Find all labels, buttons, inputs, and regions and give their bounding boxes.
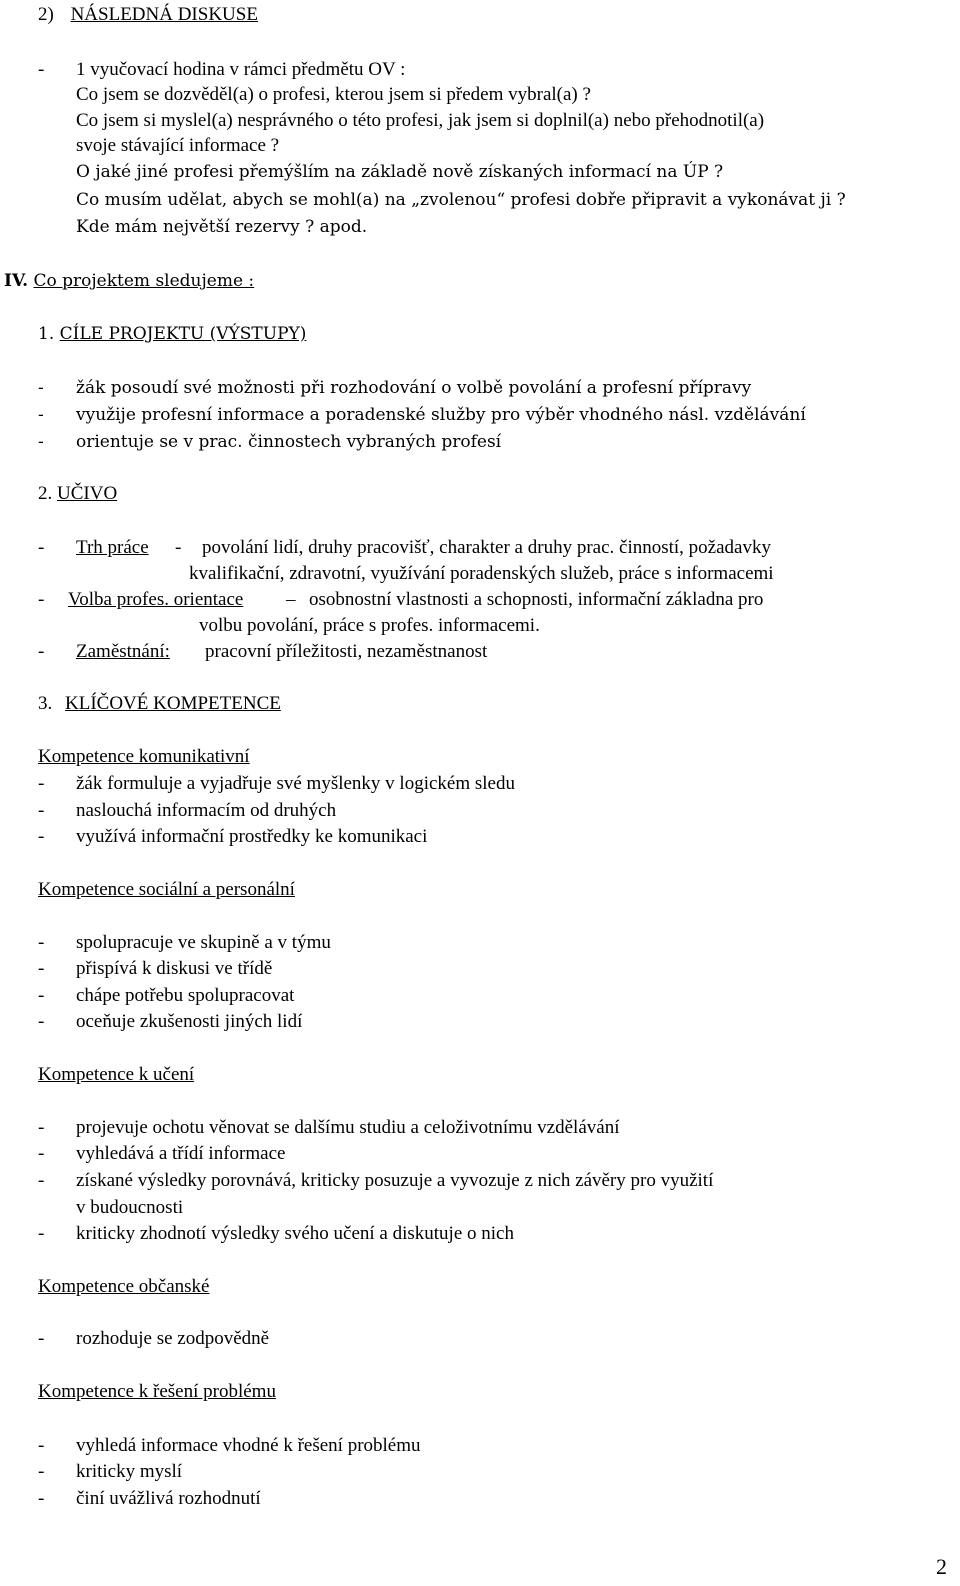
reseni-item: vyhledá informace vhodné k řešení problému [76, 1435, 421, 1456]
bullet-dash: - [38, 932, 45, 953]
uceni-item-cont: v budoucnosti [76, 1197, 184, 1218]
volba-profes-text-2: volbu povolání, práce s profes. informacemi. [199, 615, 540, 636]
bullet-dash: - [38, 405, 44, 425]
bullet-dash: - [38, 800, 45, 821]
bullet-dash: - [38, 773, 45, 794]
trh-prace-separator: - [175, 537, 182, 558]
zamestnani-label: Zaměstnání: [76, 641, 170, 662]
page-number: 2 [936, 1554, 947, 1579]
socialni-item: spolupracuje ve skupině a v týmu [76, 932, 331, 953]
uceni-item: projevuje ochotu věnovat se dalšímu studiu a celoživotnímu vzdělávání [76, 1117, 620, 1138]
question-2: Co jsem si myslel(a) nesprávného o této profesi, jak jsem si doplnil(a) nebo přehodnotil(a) [76, 110, 765, 131]
bullet-dash: - [38, 985, 45, 1006]
socialni-item: přispívá k diskusi ve třídě [76, 958, 273, 979]
trh-prace-text-2: kvalifikační, zdravotní, využívání poradenských služeb, práce s informacemi [189, 563, 774, 584]
bullet-dash: - [38, 1011, 45, 1032]
section-4-heading [4, 270, 254, 292]
reseni-item: činí uvážlivá rozhodnutí [76, 1488, 261, 1509]
reseni-item: kriticky myslí [76, 1461, 183, 1482]
bullet-dash: - [38, 1117, 45, 1138]
socialni-item: oceňuje zkušenosti jiných lidí [76, 1011, 303, 1032]
cile-item: žák posoudí své možnosti při rozhodování o volbě povolání a profesní přípravy [76, 378, 752, 398]
bullet-dash: - [38, 641, 45, 662]
obcanske-heading: Kompetence občanské [38, 1276, 210, 1297]
bullet-dash: - [38, 958, 45, 979]
ucivo-heading [38, 483, 117, 505]
kompetence-heading [38, 693, 281, 715]
reseni-heading: Kompetence k řešení problému [38, 1381, 276, 1402]
section-2-heading [38, 4, 258, 26]
bullet-dash: - [38, 537, 45, 558]
intro-text: 1 vyučovací hodina v rámci předmětu OV : [76, 59, 406, 80]
ucivo-number: 2. [38, 483, 53, 504]
uceni-item: získané výsledky porovnává, kriticky posuzuje a vyvozuje z nich závěry pro využití [76, 1170, 714, 1191]
volba-profes-text-1: osobnostní vlastnosti a schopnosti, informační základna pro [309, 589, 764, 610]
question-5: Kde mám největší rezervy ? apod. [76, 217, 368, 237]
bullet-dash: - [38, 1328, 45, 1349]
socialni-item: chápe potřebu spolupracovat [76, 985, 295, 1006]
socialni-heading: Kompetence sociální a personální [38, 879, 295, 900]
zamestnani-text: pracovní příležitosti, nezaměstnanost [205, 641, 488, 662]
section-4-number: IV. [4, 271, 29, 291]
komunikativni-item: žák formuluje a vyjadřuje své myšlenky v logickém sledu [76, 773, 515, 794]
question-4: Co musím udělat, abych se mohl(a) na „zvolenou“ profesi dobře připravit a vykonávat ji ? [76, 190, 846, 210]
bullet-dash: - [38, 1223, 45, 1244]
section-2-title: NÁSLEDNÁ DISKUSE [70, 4, 258, 25]
ucivo-title: UČIVO [57, 483, 118, 504]
cile-item: orientuje se v prac. činnostech vybraných profesí [76, 432, 502, 452]
komunikativni-item: využívá informační prostředky ke komunikaci [76, 826, 428, 847]
section-2-number: 2) [38, 4, 54, 25]
trh-prace-label: Trh práce [76, 537, 149, 558]
bullet-dash: - [38, 59, 45, 80]
question-3: O jaké jiné profesi přemýšlím na základě nově získaných informací na ÚP ? [76, 162, 724, 182]
komunikativni-item: naslouchá informacím od druhých [76, 800, 337, 821]
volba-profes-separator: – [286, 589, 296, 610]
bullet-dash: - [38, 378, 44, 398]
question-1: Co jsem se dozvěděl(a) o profesi, kterou jsem si předem vybral(a) ? [76, 84, 591, 105]
question-2-cont: svoje stávající informace ? [76, 135, 280, 156]
cile-number: 1. [38, 324, 55, 344]
uceni-item: kriticky zhodnotí výsledky svého učení a diskutuje o nich [76, 1223, 514, 1244]
kompetence-number: 3. [38, 693, 53, 714]
kompetence-title: KLÍČOVÉ KOMPETENCE [65, 693, 281, 714]
trh-prace-text-1: povolání lidí, druhy pracovišť, charakter a druhy prac. činností, požadavky [202, 537, 771, 558]
bullet-dash: - [38, 1435, 45, 1456]
section-4-title: Co projektem sledujeme : [33, 271, 255, 291]
obcanske-item: rozhoduje se zodpovědně [76, 1328, 270, 1349]
bullet-dash: - [38, 1461, 45, 1482]
bullet-dash: - [38, 1170, 45, 1191]
bullet-dash: - [38, 1488, 45, 1509]
bullet-dash: - [38, 432, 44, 452]
uceni-heading: Kompetence k učení [38, 1064, 195, 1085]
cile-title: CÍLE PROJEKTU (VÝSTUPY) [59, 324, 307, 344]
bullet-dash: - [38, 826, 45, 847]
cile-heading [38, 323, 306, 345]
komunikativni-heading: Kompetence komunikativní [38, 746, 250, 767]
bullet-dash: - [38, 589, 45, 610]
volba-profes-label: Volba profes. orientace [68, 589, 244, 610]
bullet-dash: - [38, 1143, 45, 1164]
cile-item: využije profesní informace a poradenské služby pro výběr vhodného násl. vzdělávání [76, 405, 806, 425]
uceni-item: vyhledává a třídí informace [76, 1143, 286, 1164]
